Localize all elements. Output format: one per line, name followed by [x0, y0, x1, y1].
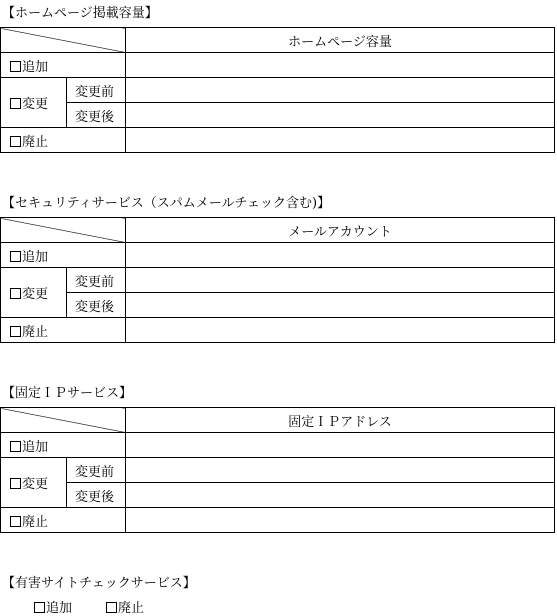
abolish-label: 廃止	[22, 134, 49, 150]
abolish-row-label	[1, 508, 126, 533]
harmful-site-add-option[interactable]	[34, 597, 72, 616]
change-checkbox[interactable]	[10, 288, 21, 299]
abolish-checkbox[interactable]	[10, 136, 21, 147]
column-header: 固定ＩＰアドレス	[126, 408, 555, 433]
add-label: 追加	[22, 59, 49, 75]
after-label: 変更後	[67, 103, 126, 128]
before-label: 変更前	[67, 78, 126, 103]
add-value-field[interactable]	[126, 243, 555, 268]
section-title-security-service: 【セキュリティサービス（スパムメールチェック含む)】	[2, 196, 331, 211]
add-label: 追加	[22, 249, 49, 265]
fixed-ip-table	[0, 407, 555, 533]
column-header: ホームページ容量	[126, 28, 555, 53]
corner-cell	[1, 28, 126, 53]
abolish-label: 廃止	[22, 514, 49, 530]
add-value-field[interactable]	[126, 53, 555, 78]
after-label: 変更後	[67, 293, 126, 318]
abolish-value-field[interactable]	[126, 128, 555, 153]
harmful-site-abolish-option[interactable]	[106, 597, 144, 616]
homepage-capacity-table	[0, 27, 555, 153]
abolish-label: 廃止	[118, 601, 145, 616]
before-value-field[interactable]	[126, 78, 555, 103]
add-checkbox[interactable]	[10, 61, 21, 72]
after-value-field[interactable]	[126, 103, 555, 128]
before-label: 変更前	[67, 268, 126, 293]
abolish-checkbox[interactable]	[10, 516, 21, 527]
change-row-label	[1, 268, 67, 318]
corner-cell	[1, 218, 126, 243]
after-label: 変更後	[67, 483, 126, 508]
add-value-field[interactable]	[126, 433, 555, 458]
change-checkbox[interactable]	[10, 98, 21, 109]
harmful-site-check-options	[34, 597, 144, 616]
abolish-checkbox[interactable]	[10, 326, 21, 337]
abolish-checkbox[interactable]	[106, 602, 117, 613]
column-header: メールアカウント	[126, 218, 555, 243]
abolish-row-label	[1, 318, 126, 343]
after-value-field[interactable]	[126, 483, 555, 508]
section-title-homepage-capacity: 【ホームページ掲載容量】	[2, 6, 158, 21]
section-title-fixed-ip: 【固定ＩＰサービス】	[2, 386, 133, 401]
add-label: 追加	[46, 601, 73, 616]
abolish-row-label	[1, 128, 126, 153]
change-checkbox[interactable]	[10, 478, 21, 489]
abolish-value-field[interactable]	[126, 318, 555, 343]
add-checkbox[interactable]	[10, 251, 21, 262]
security-service-table	[0, 217, 555, 343]
add-row-label	[1, 243, 126, 268]
change-label: 変更	[22, 477, 49, 492]
abolish-label: 廃止	[22, 324, 49, 340]
add-row-label	[1, 433, 126, 458]
change-label: 変更	[22, 287, 49, 302]
abolish-value-field[interactable]	[126, 508, 555, 533]
change-label: 変更	[22, 97, 49, 112]
change-row-label	[1, 458, 67, 508]
after-value-field[interactable]	[126, 293, 555, 318]
before-value-field[interactable]	[126, 268, 555, 293]
before-value-field[interactable]	[126, 458, 555, 483]
add-row-label	[1, 53, 126, 78]
section-title-harmful-site-check: 【有害サイトチェックサービス】	[2, 576, 196, 591]
change-row-label	[1, 78, 67, 128]
corner-cell	[1, 408, 126, 433]
before-label: 変更前	[67, 458, 126, 483]
add-checkbox[interactable]	[34, 602, 45, 613]
add-label: 追加	[22, 439, 49, 455]
add-checkbox[interactable]	[10, 441, 21, 452]
